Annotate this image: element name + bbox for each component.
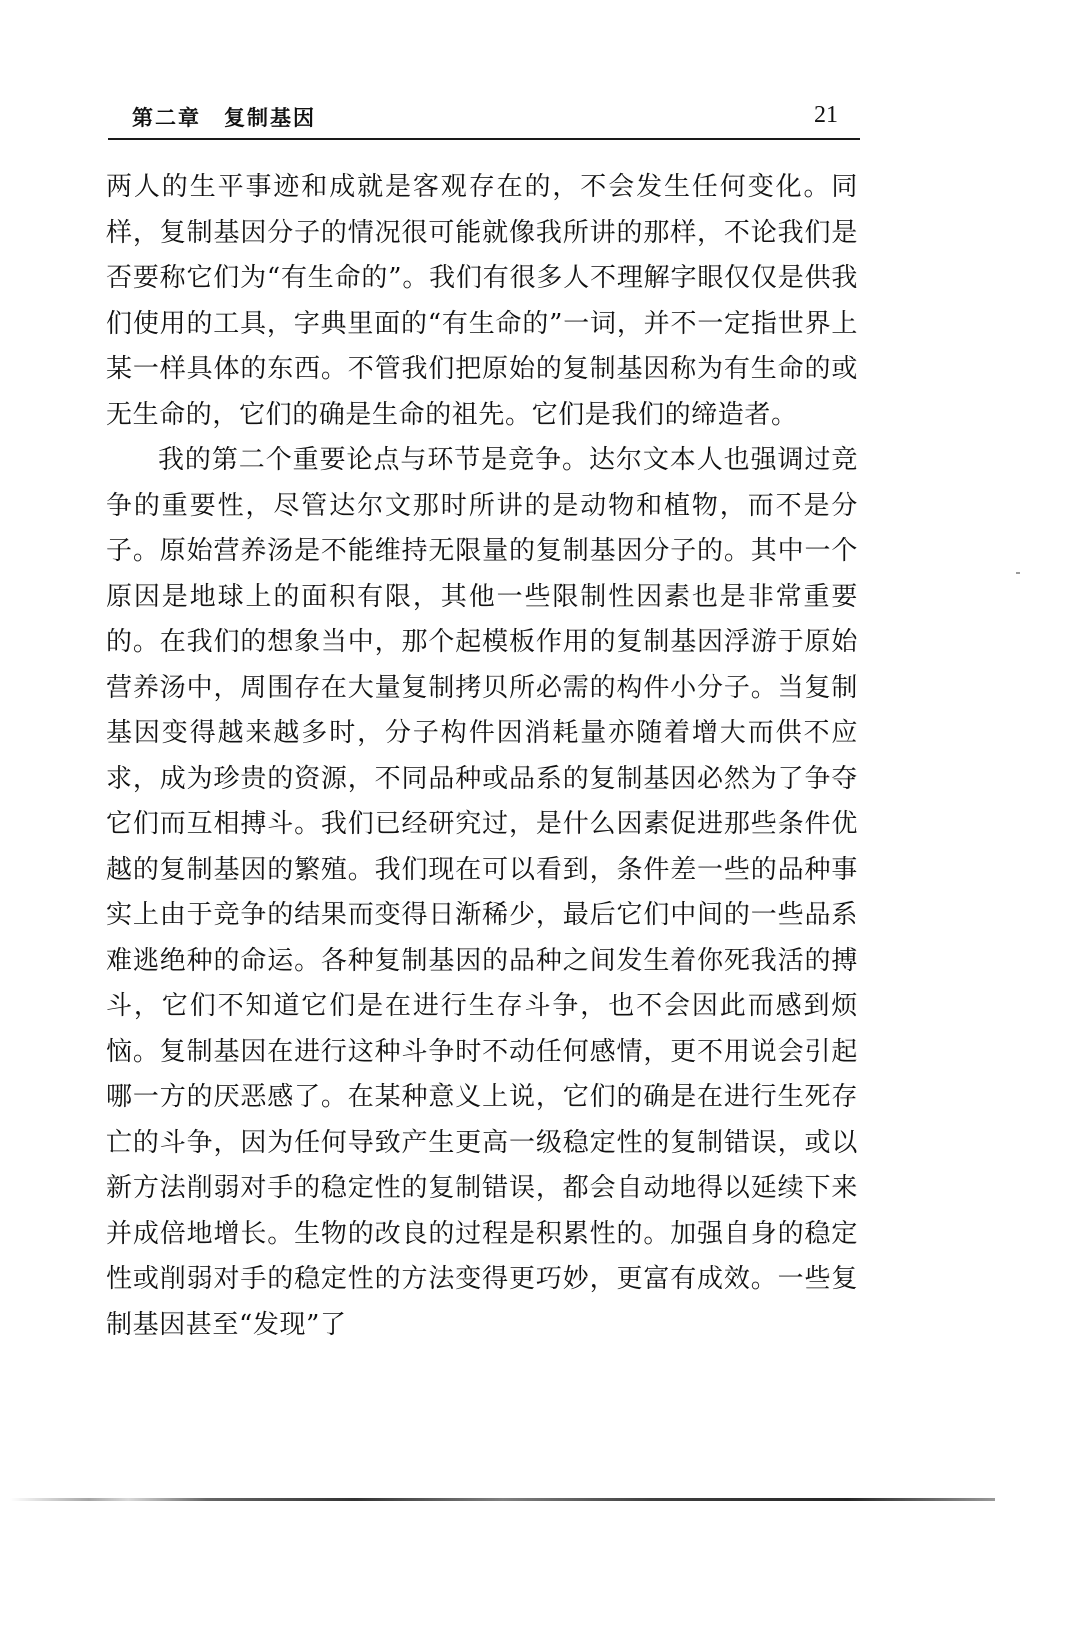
body-text xyxy=(106,165,858,1348)
paragraph-2: 我的第二个重要论点与环节是竞争。达尔文本人也强调过竞争的重要性，尽管达尔文那时所讲的是动物和植物，而不是分子。原始营养汤是不能维持无限量的复制基因分子的。其中一个原因是地球上的面积有限，其他一些限制性因素也是非常重要的。在我们的想象当中，那个起模板作用的复制基因浮游于原始营养汤中，周围存在大量复制拷贝所必需的构件小分子。当复制基因变得越来越多时，分子构件因消耗量亦随着增大而供不应求，成为珍贵的资源，不同品种或品系的复制基因必然为了争夺它们而互相搏斗。我们已经研究过，是什么因素促进那些条件优越的复制基因的繁殖。我们现在可以看到，条件差一些的品种事实上由于竞争的结果而变得日渐稀少，最后它们中间的一些品系难逃绝种的命运。各种复制基因的品种之间发生着你死我活的搏斗，它们不知道它们是在进行生存斗争，也不会因此而感到烦恼。复制基因在进行这种斗争时不动任何感情，更不用说会引起哪一方的厌恶感了。在某种意义上说，它们的确是在进行生死存亡的斗争，因为任何导致产生更高一级稳定性的复制错误，或以新方法削弱对手的稳定性的复制错误，都会自动地得以延续下来并成倍地增长。生物的改良的过程是积累性的。加强自身的稳定性或削弱对手的稳定性的方法变得更巧妙，更富有成效。一些复制基因甚至“发现”了 xyxy=(106,445,858,1340)
running-header xyxy=(112,100,860,136)
page-number: 21 xyxy=(814,102,838,128)
scan-speck xyxy=(1016,572,1020,574)
chapter-title: 第二章 复制基因 xyxy=(132,106,316,130)
paragraph-1: 两人的生平事迹和成就是客观存在的，不会发生任何变化。同样，复制基因分子的情况很可能就像我所讲的那样，不论我们是否要称它们为“有生命的”。我们有很多人不理解字眼仅仅是供我们使用的工具，字典里面的“有生命的”一词，并不一定指世界上某一样具体的东西。不管我们把原始的复制基因称为有生命的或无生命的，它们的确是生命的祖先。它们是我们的缔造者。 xyxy=(106,172,858,430)
scan-edge-line xyxy=(10,1498,995,1501)
header-rule xyxy=(108,138,860,140)
